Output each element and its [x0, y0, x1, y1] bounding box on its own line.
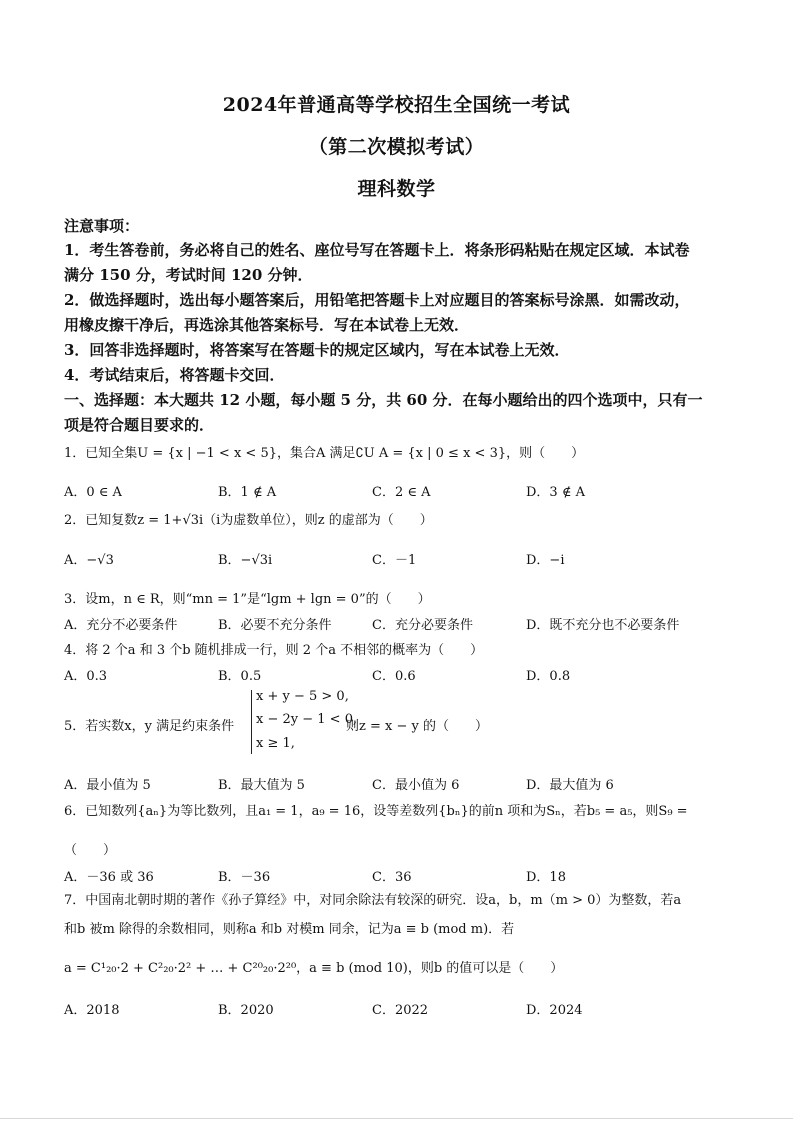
notice-item: 4．考试结束后，将答题卡交回． [64, 366, 285, 384]
option-a: A．0 ∈ A [64, 485, 122, 500]
option-d: D．最大值为 6 [526, 778, 614, 793]
option-b: B．必要不充分条件 [218, 618, 332, 633]
option-d: D．3 ∉ A [526, 485, 585, 500]
exam-title: 2024年普通高等学校招生全国统一考试 [222, 94, 571, 116]
option-b: B．最大值为 5 [218, 778, 305, 793]
option-c: C．0.6 [372, 669, 416, 684]
option-c: C．最小值为 6 [372, 778, 460, 793]
section-heading: 一、选择题：本大题共 12 小题，每小题 5 分，共 60 分．在每小题给出的四个选项中，只有一 [64, 391, 703, 409]
option-a: A．0.3 [64, 669, 108, 684]
question-4: 4．将 2 个a 和 3 个b 随机排成一行，则 2 个a 不相邻的概率为（ ） [64, 643, 484, 658]
option-d: D．既不充分也不必要条件 [526, 618, 680, 633]
constraint-1: x + y − 5 > 0, [256, 689, 349, 704]
option-d: D．2024 [526, 1003, 583, 1018]
option-c: C．2022 [372, 1003, 429, 1018]
question-1: 1．已知全集U = {x | −1 < x < 5}，集合A 满足∁U A = {x | 0 ≤ x < 3}，则（ ） [64, 446, 585, 461]
option-b: B．−√3i [218, 553, 273, 568]
option-b: B．1 ∉ A [218, 485, 277, 500]
notice-item: 1．考生答卷前，务必将自己的姓名、座位号写在答题卡上．将条形码粘贴在规定区域．本试卷 [64, 241, 690, 259]
option-b: B．2020 [218, 1003, 274, 1018]
notice-item: 3．回答非选择题时，将答案写在答题卡的规定区域内，写在本试卷上无效． [64, 341, 570, 359]
option-d: D．18 [526, 870, 566, 885]
option-b: B．－36 [218, 870, 271, 885]
question-5-prefix: 5．若实数x，y 满足约束条件 [64, 719, 235, 734]
constraint-3: x ≥ 1, [256, 736, 295, 751]
option-c: C．36 [372, 870, 412, 885]
question-7-line-2: 和b 被m 除得的余数相同，则称a 和b 对模m 同余，记为a ≡ b (mod m)．若 [64, 922, 515, 937]
page-bottom-rule [0, 1118, 793, 1119]
option-a: A．2018 [64, 1003, 120, 1018]
notice-heading: 注意事项： [64, 217, 140, 235]
notice-item: 用橡皮擦干净后，再选涂其他答案标号．写在本试卷上无效． [64, 316, 470, 334]
option-a: A．最小值为 5 [64, 778, 151, 793]
section-heading: 项是符合题目要求的． [64, 416, 215, 434]
option-c: C．2 ∈ A [372, 485, 431, 500]
constraint-brace [251, 690, 252, 754]
option-a: A．充分不必要条件 [64, 618, 178, 633]
option-a: A．－36 或 36 [64, 870, 154, 885]
option-c: C．充分必要条件 [372, 618, 473, 633]
question-7: 7．中国南北朝时期的著作《孙子算经》中，对同余除法有较深的研究．设a，b，m（m > 0）为整数，若a [64, 893, 682, 908]
question-2: 2．已知复数z = 1+√3i（i为虚数单位），则z 的虚部为（ ） [64, 513, 433, 528]
notice-item: 2．做选择题时，选出每小题答案后，用铅笔把答题卡上对应题目的答案标号涂黑．如需改动， [64, 291, 690, 309]
option-b: B．0.5 [218, 669, 262, 684]
constraint-2: x − 2y − 1 < 0, [256, 712, 358, 727]
option-c: C．－1 [372, 553, 417, 568]
option-d: D．0.8 [526, 669, 571, 684]
question-7-line-3: a = C¹₂₀·2 + C²₂₀·2² + … + C²⁰₂₀·2²⁰，a ≡ b (mod 10)，则b 的值可以是（ ） [64, 961, 564, 976]
question-6: 6．已知数列{aₙ}为等比数列，且a₁ = 1，a₉ = 16，设等差数列{bₙ}的前n 项和为Sₙ，若b₅ = a₅，则S₉ = [64, 804, 688, 819]
question-5-suffix: 则z = x − y 的（ ） [346, 719, 488, 734]
notice-item: 满分 150 分，考试时间 120 分钟． [64, 266, 313, 284]
exam-subtitle: （第二次模拟考试） [308, 136, 485, 158]
question-3: 3．设m，n ∈ R，则“mn = 1”是“lgm + lgn = 0”的（ ） [64, 592, 431, 607]
exam-subject: 理科数学 [357, 178, 436, 200]
question-6-paren: （ ） [64, 843, 117, 858]
option-a: A．−√3 [64, 553, 114, 568]
option-d: D．−i [526, 553, 565, 568]
